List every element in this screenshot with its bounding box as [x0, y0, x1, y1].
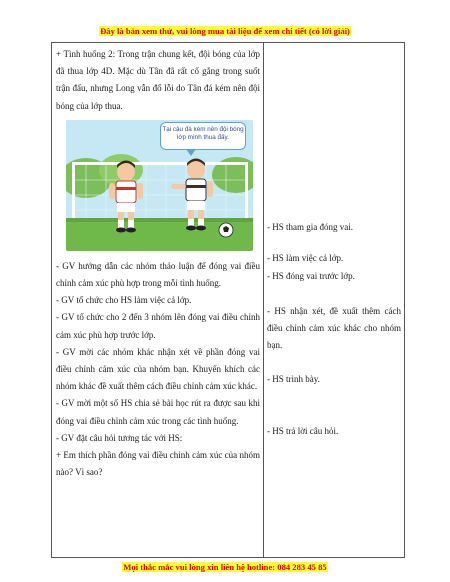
student-step-2: - HS làm việc cả lớp.	[267, 253, 344, 263]
teacher-step-7: + Em thích phần đóng vai điều chỉnh cảm xúc của nhóm nào? Vì sao?	[56, 450, 260, 478]
football-illustration	[66, 120, 253, 251]
student-step-5: - HS trình bày.	[267, 374, 320, 384]
speech-bubble: Tại cậu đá kém nên đội bóng lớp mình thua đấy.	[160, 122, 246, 150]
teacher-activities-column	[56, 46, 260, 481]
hotline-banner: Mọi thắc mắc vui lòng xin liên hệ hotline: 084 283 45 85	[123, 562, 327, 572]
teacher-step-3: - GV tổ chức cho 2 đến 3 nhóm lên đóng vai điều chỉnh cảm xúc phù hợp trước lớp.	[56, 312, 260, 340]
teacher-step-6: - GV đặt câu hỏi tương tác với HS:	[56, 432, 183, 443]
student-step-6: - HS trả lời câu hỏi.	[267, 426, 339, 436]
teacher-step-2: - GV tổ chức cho HS làm việc cả lớp.	[56, 295, 192, 306]
student-step-1: - HS tham gia đóng vai.	[267, 222, 353, 232]
teacher-step-4: - GV mời các nhóm khác nhận xét về phần đóng vai điều chỉnh cảm xúc của nhóm bạn. Khuyến khích các nhóm khác đề xuất thêm cách điều chỉnh cảm xúc khác.	[56, 346, 260, 392]
situation-paragraph: + Tình huống 2: Trong trận chung kết, đội bóng của lớp đã thua lớp 4D. Mặc dù Tân đã rất cố gắng trong suốt trận đấu, nhưng Long vẫn đổ lỗi do Tân đá kém nên đội bóng của lớp thua.	[56, 49, 260, 111]
teacher-step-5: - GV mời một số HS chia sẻ bài học rút ra được sau khi đóng vai điều chỉnh cảm xúc trong các tình huống.	[56, 398, 260, 426]
student-step-3: - HS đóng vai trước lớp.	[267, 271, 355, 281]
column-divider	[263, 43, 264, 557]
teacher-step-1: - GV hướng dẫn các nhóm thảo luận để đóng vai điều chỉnh cảm xúc phù hợp trong mỗi tình huống.	[56, 260, 260, 289]
speech-bubble-tail	[186, 149, 196, 156]
preview-banner: Đây là bản xem thử, vui lòng mua tài liệu để xem chi tiết (có lời giải)	[100, 26, 350, 36]
lesson-table	[51, 42, 405, 558]
student-step-4: - HS nhận xét, đề xuất thêm cách điều chỉnh cảm xúc khác cho nhóm bạn.	[267, 306, 401, 351]
